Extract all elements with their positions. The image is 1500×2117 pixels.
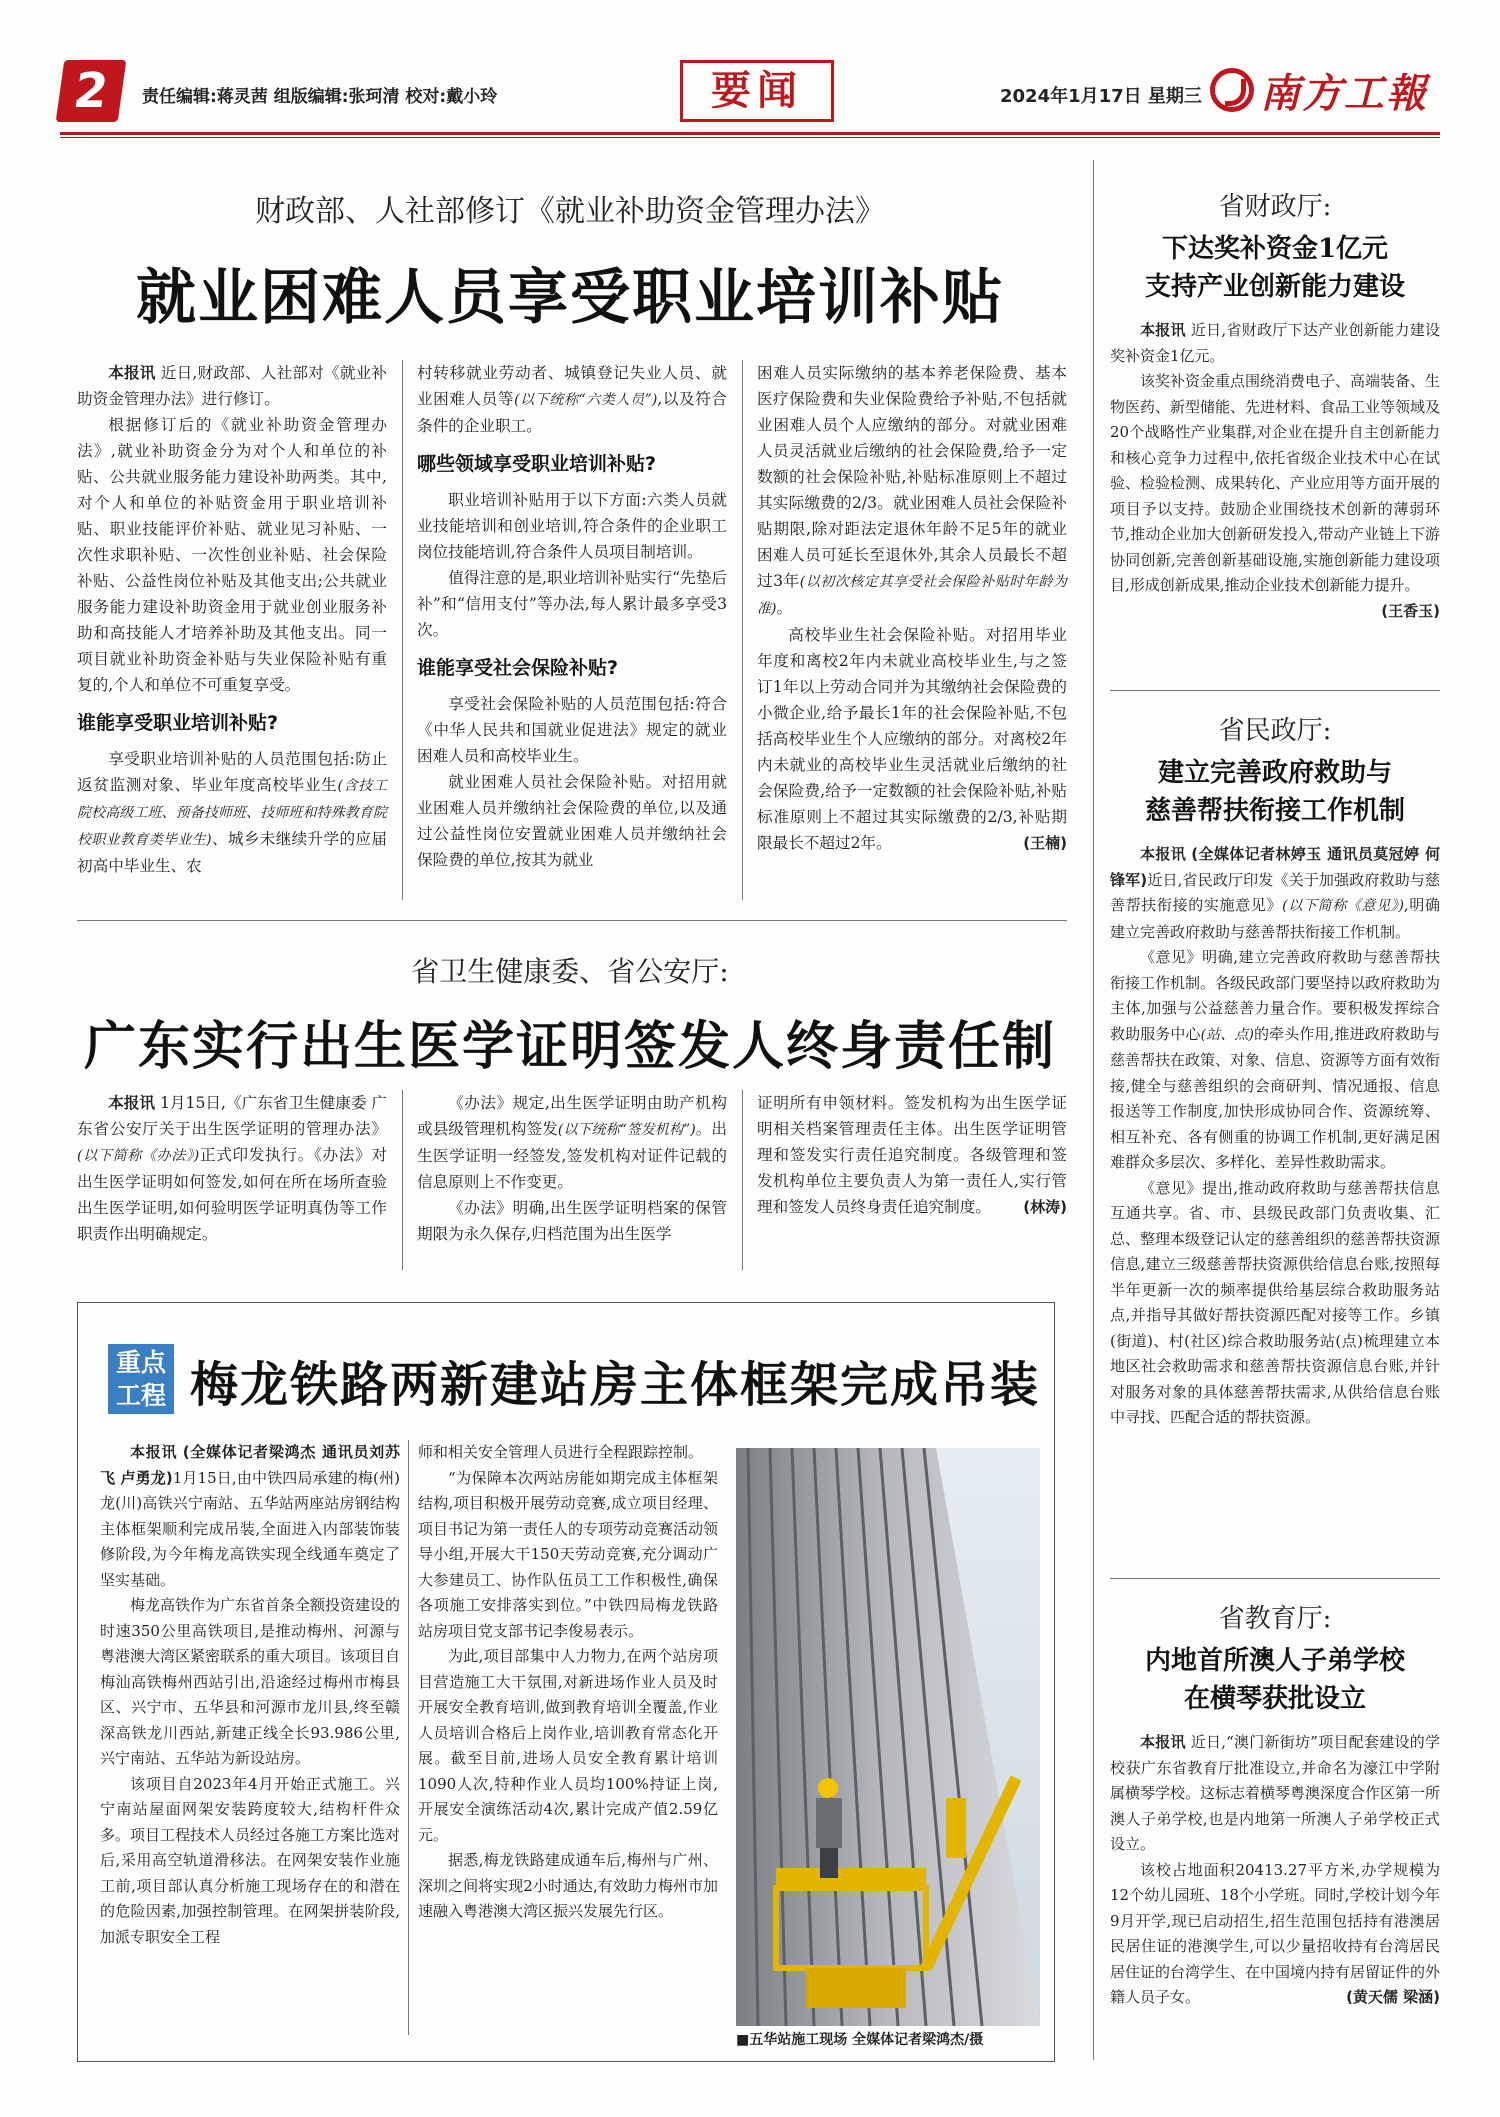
page-number: 2 bbox=[56, 60, 127, 122]
column-divider bbox=[402, 360, 403, 900]
story-divider bbox=[1110, 1578, 1440, 1579]
story1-column-2: 村转移就业劳动者、城镇登记失业人员、就业困难人员等(以下统称“六类人员”),以及符合条件的企业职工。 哪些领域享受职业培训补贴? 职业培训补贴用于以下方面:六类人员就业技能培训和创业培训,符合条件的企业职工岗位技能培训,符合条件人员项目制培训。 值得注意的是,职业培训补贴实行“先垫后补”和“信用支付”等办法,每人累计最多享受3次。 谁能享受社会保险补贴? 享受社会保险补贴的人员范围包括:符合《中华人民共和国就业促进法》规定的就业困难人员和高校毕业生。 就业困难人员社会保险补贴。对招用就业困难人员并缴纳社会保险费的单位,以及通过公益性岗位安置就业困难人员并缴纳社会保险费的单位,按其为就业 bbox=[417, 364, 727, 869]
right-column-divider bbox=[1093, 160, 1094, 2060]
story2-kicker: 省卫生健康委、省公安厅: bbox=[411, 955, 729, 988]
page-header bbox=[60, 58, 1440, 132]
story1-paragraph: 根据修订后的《就业补助资金管理办法》,就业补助资金分为对个人和单位的补贴、公共就业服务能力建设补助两类。其中,对个人和单位的补贴资金用于职业培训补贴、职业技能评价补贴、就业见习补贴、一次性求职补贴、一次性创业补贴、社会保险补贴、公益性岗位补贴及其他支出;公共就业服务能力建设补助资金用于就业创业服务补助和高技能人才培养补助及其他支出。同一项目就业补助资金补贴与失业保险补贴有重复的,个人和单位不可重复享受。 bbox=[77, 416, 387, 694]
issue-date: 2024年1月17日 星期三 bbox=[1000, 86, 1202, 107]
story-divider bbox=[1110, 690, 1440, 691]
right2-kicker: 省民政厅: bbox=[1218, 716, 1332, 746]
right1-body: 本报讯 近日,省财政厅下达产业创新能力建设奖补资金1亿元。 该奖补资金重点围绕消费电子、高端装备、生物医药、新型储能、先进材料、食品工业等领域及20个战略性产业集群,对企业在提升自主创新能力和核心竞争力过程中,依托省级企业技术中心在试验、检验检测、成果转化、产业应用等方面开展的项目予以支持。鼓励企业围绕技术创新的薄弱环节,推动企业加大创新研发投入,带动产业链上下游协同创新,完善创新基础设施,实施创新能力建设项目,形成创新成果,推动企业技术创新能力提升。 (王香玉) bbox=[1110, 318, 1440, 624]
story2-column-3: 证明所有申领材料。签发机构为出生医学证明相关档案管理责任主体。出生医学证明管理和签发实行责任追究制度。各级管理和签发机构单位主要负责人为第一责任人,实行管理和签发人员终身责任追究制度。 (林涛) bbox=[757, 1090, 1067, 1220]
story1-subheading: 谁能享受职业培训补贴? bbox=[77, 712, 279, 734]
story3-headline: 梅龙铁路两新建站房主体框架完成吊装 bbox=[190, 1357, 1041, 1413]
column-divider bbox=[742, 360, 743, 900]
column-divider bbox=[742, 1090, 743, 1270]
right3-kicker: 省教育厅: bbox=[1218, 1604, 1332, 1634]
story3-column-1: 本报讯 (全媒体记者梁鸿杰 通讯员刘苏飞 卢勇龙)1月15日,由中铁四局承建的梅(州)龙(川)高铁兴宁南站、五华站两座站房钢结构主体框架顺利完成吊装,全面进入内部装饰装修阶段,为今年梅龙高铁实现全线通车奠定了坚实基础。 梅龙高铁作为广东省首条全额投资建设的时速350公里高铁项目,是推动梅州、河源与粤港澳大湾区紧密联系的重大项目。该项目自梅汕高铁梅州西站引出,沿途经过梅州市梅县区、兴宁市、五华县和河源市龙川县,终至赣深高铁龙川西站,新建正线全长93.986公里,兴宁南站、五华站为新设站房。 该项目自2023年4月开始正式施工。兴宁南站屋面网架安装跨度较大,结构杆件众多。项目工程技术人员经过各施工方案比选对后,采用高空轨道滑移法。在网架安装作业施工前,项目部认真分析施工现场存在的和潜在的危险因素,加强控制管理。在网架拼装阶段,加派专职安全工程 bbox=[100, 1443, 401, 1946]
right1-signature: (王香玉) bbox=[1381, 601, 1440, 620]
story2-signature: (林涛) bbox=[1023, 1198, 1067, 1216]
construction-photo bbox=[736, 1448, 1040, 2026]
story3-column-2: 师和相关安全管理人员进行全程跟踪控制。 “为保障本次两站房能如期完成主体框架结构,项目积极开展劳动竞赛,成立项目经理、项目书记为第一责任人的专项劳动竞赛活动领导小组,开展大干150天劳动竞赛,充分调动广大参建员工、协作队伍员工工作积极性,确保各项施工安排落实到位。”中铁四局梅龙铁路站房项目党支部书记李俊易表示。 为此,项目部集中人力物力,在两个站房项目营造施工大干氛围,对新进场作业人员及时开展安全教育培训,做到教育培训全覆盖,作业人员培训合格后上岗作业,培训教育常态化开展。截至目前,进场人员安全教育累计培训1090人次,特种作业人员均100%持证上岗,开展安全演练活动4次,累计完成产值2.59亿元。 据悉,梅龙铁路建成通车后,梅州与广州、深圳之间将实现2小时通达,有效助力梅州市加速融入粤港澳大湾区振兴发展先行区。 bbox=[418, 1443, 719, 1920]
column-divider bbox=[408, 1440, 409, 2035]
story2-column-2: 《办法》规定,出生医学证明由助产机构或县级管理机构签发(以下统称“签发机构”)。出生医学证明一经签发,签发机构对证件记载的信息原则上不作变更。 《办法》明确,出生医学证明档案的保管期限为永久保存,归档范围为出生医学 bbox=[417, 1094, 727, 1243]
story1-column-1: 本报讯 近日,财政部、人社部对《就业补助资金管理办法》进行修订。 根据修订后的《就业补助资金管理办法》,就业补助资金分为对个人和单位的补贴、公共就业服务能力建设补助两类。其中,对个人和单位的补贴资金用于职业培训补贴、职业技能评价补贴、就业见习补贴、一次性求职补贴、一次性创业补贴、社会保险补贴、公益性岗位补贴及其他支出;公共就业服务能力建设补助资金用于就业创业服务补助和高技能人才培养补助及其他支出。同一项目就业补助资金补贴与失业保险补贴有重复的,个人和单位不可重复享受。 谁能享受职业培训补贴? 享受职业培训补贴的人员范围包括:防止返贫监测对象、毕业年度高校毕业生(含技工院校高级工班、预备技师班、技师班和特殊教育院校职业教育类毕业生)、城乡未继续升学的应届初高中毕业生、农 bbox=[77, 364, 387, 875]
right1-kicker: 省财政厅: bbox=[1218, 192, 1332, 222]
newspaper-logo bbox=[1210, 58, 1428, 122]
story1-lead: 本报讯 bbox=[108, 364, 156, 382]
story1-headline: 就业困难人员享受职业培训补贴 bbox=[136, 263, 1004, 333]
right1-headline: 下达奖补资金1亿元 支持产业创新能力建设 bbox=[1144, 234, 1405, 302]
logo-emblem-icon bbox=[1210, 68, 1254, 112]
right3-body: 本报讯 近日,“澳门新街坊”项目配套建设的学校获广东省教育厅批准设立,并命名为濠江中学附属横琴学校。这标志着横琴粤澳深度合作区第一所澳人子弟学校,也是内地第一所澳人子弟学校正式设立。 该校占地面积20413.27平方米,办学规模为12个幼儿园班、18个小学班。同时,学校计划今年9月开学,现已启动招生,招生范围包括持有港澳居民居住证的港澳学生,可以少量招收持有台湾居民居住证的台湾学生、在中国境内持有居留证件的外籍人员子女。 (黄天儒 梁涵) bbox=[1110, 1730, 1440, 2011]
column-divider bbox=[402, 1090, 403, 1270]
right3-signature: (黄天儒 梁涵) bbox=[1346, 1988, 1440, 2006]
story1-column-3: 困难人员实际缴纳的基本养老保险费、基本医疗保险费和失业保险费给予补贴,不包括就业困难人员个人应缴纳的部分。对就业困难人员灵活就业后缴纳的社会保险费,给予一定数额的社会保险补贴,补贴标准原则上不超过其实际缴费的2/3。就业困难人员社会保险补贴期限,除对距法定退休年龄不足5年的就业困难人员可延长至退休外,其余人员最长不超过3年(以初次核定其享受社会保险补贴时年龄为准)。 高校毕业生社会保险补贴。对招用毕业年度和离校2年内未就业高校毕业生,与之签订1年以上劳动合同并为其缴纳社会保险费的小微企业,给予最长1年的社会保险补贴,不包括高校毕业生个人应缴纳的部分。对离校2年内未就业的高校毕业生灵活就业后缴纳的社会保险费,给予一定数额的社会保险补贴,补贴标准原则上不超过其实际缴费的2/3,补贴期限最长不超过2年。 (王楠) bbox=[757, 360, 1067, 856]
header-rule bbox=[60, 132, 1440, 135]
story2-headline: 广东实行出生医学证明签发人终身责任制 bbox=[83, 1016, 1056, 1077]
right2-body: 本报讯 (全媒体记者林婷玉 通讯员莫冠婷 何锋军)近日,省民政厅印发《关于加强政府救助与慈善帮扶衔接的实施意见》(以下简称《意见》),明确建立完善政府救助与慈善帮扶衔接工作机制。 《意见》明确,建立完善政府救助与慈善帮扶衔接工作机制。各级民政部门要坚持以政府救助为主体,加强与公益慈善力量合作。要积极发挥综合救助服务中心(站、点)的牵头作用,推进政府救助与慈善帮扶在政策、对象、信息、资源等方面有效衔接,健全与慈善组织的会商研判、情况通报、信息报送等工作制度,加快形成协同合作、资源统筹、相互补充、各有侧重的协调工作机制,更好满足困难群众多层次、多样化、差异性救助需求。 《意见》提出,推动政府救助与慈善帮扶信息互通共享。省、市、县级民政部门负责收集、汇总、整理本级登记认定的慈善组织的慈善帮扶资源信息,建立三级慈善帮扶资源供给信息台账,按照每半年更新一次的频率提供给基层综合救助服务站点,并指导其做好帮扶资源匹配对接等工作。乡镇(街道)、村(社区)综合救助服务站(点)梳理建立本地区社会救助需求和慈善帮扶资源信息台账,并针对服务对象的具体慈善帮扶需求,从供给信息台账中寻找、匹配合适的帮扶资源。 bbox=[1110, 845, 1441, 1426]
story-divider bbox=[77, 920, 1067, 921]
section-label: 要闻 bbox=[680, 60, 834, 122]
story1-subheading: 哪些领域享受职业培训补贴? bbox=[417, 453, 657, 475]
story1-subheading: 谁能享受社会保险补贴? bbox=[417, 657, 619, 679]
header-rule-thin bbox=[60, 137, 1440, 138]
story2-column-1: 本报讯 1月15日,《广东省卫生健康委 广东省公安厅关于出生医学证明的管理办法》(以下简称《办法》)正式印发执行。《办法》对出生医学证明如何签发,如何在所在场所查验出生医学证明,如何验明医学证明真伪等工作职责作出明确规定。 bbox=[77, 1094, 387, 1243]
right3-headline: 内地首所澳人子弟学校 在横琴获批设立 bbox=[1144, 1646, 1405, 1714]
story1-kicker: 财政部、人社部修订《就业补助资金管理办法》 bbox=[255, 194, 885, 229]
key-project-badge: 重点工程 bbox=[108, 1344, 174, 1414]
photo-caption: ■五华站施工现场 全媒体记者梁鸿杰/摄 bbox=[736, 2032, 984, 2048]
logo-text: 南方工報 bbox=[1260, 69, 1428, 117]
right2-headline: 建立完善政府救助与 慈善帮扶衔接工作机制 bbox=[1144, 758, 1405, 826]
story1-signature: (王楠) bbox=[1023, 834, 1067, 852]
editors-line: 责任编辑:蒋灵茜 组版编辑:张珂清 校对:戴小玲 bbox=[142, 87, 498, 107]
